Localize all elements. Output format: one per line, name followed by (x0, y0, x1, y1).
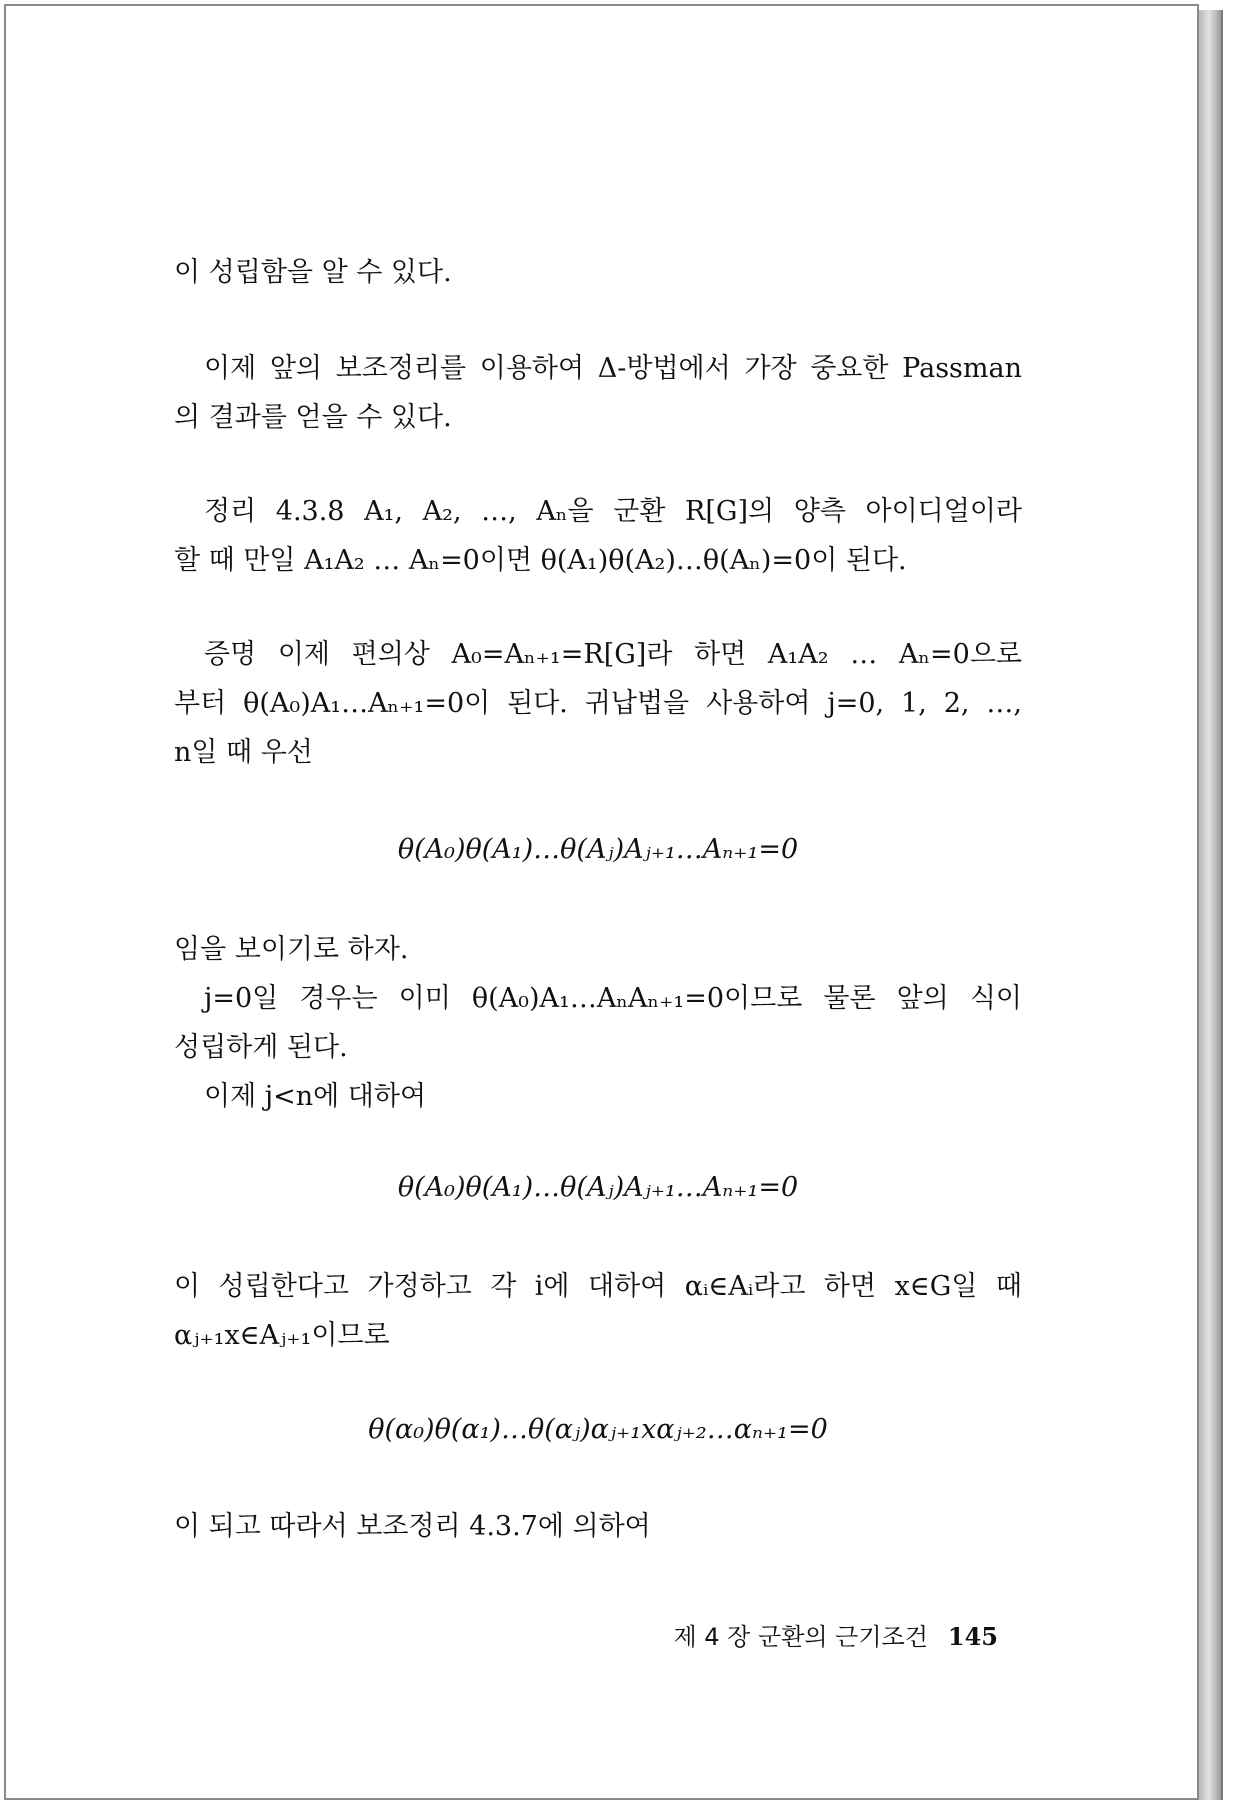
display-equation-1: θ(A₀)θ(A₁)…θ(Aⱼ)Aⱼ₊₁…Aₙ₊₁=0 (397, 834, 799, 865)
paragraph-line: 의 결과를 얻을 수 있다. (174, 402, 452, 433)
paragraph-line: 이제 j<n에 대하여 (204, 1081, 427, 1112)
display-equation-3: θ(α₀)θ(α₁)…θ(αⱼ)αⱼ₊₁xαⱼ₊₂…αₙ₊₁=0 (368, 1414, 828, 1445)
book-spine-shadow (1199, 10, 1223, 1800)
theorem-heading-line: 정리 4.3.8 A₁, A₂, …, Aₙ을 군환 R[G]의 양측 아이디얼이라 (204, 496, 1022, 527)
proof-line: 부터 θ(A₀)A₁…Aₙ₊₁=0이 된다. 귀납법을 사용하여 j=0, 1, 2, …, (174, 688, 1022, 719)
paragraph-line: j=0일 경우는 이미 θ(A₀)A₁…AₙAₙ₊₁=0이므로 물론 앞의 식이 (204, 983, 1022, 1014)
proof-line: n일 때 우선 (174, 737, 313, 768)
paragraph-line: 이 성립한다고 가정하고 각 i에 대하여 αᵢ∈Aᵢ라고 하면 x∈G일 때 (174, 1271, 1022, 1302)
page-footer (600, 1620, 998, 1654)
page-number: 145 (947, 1622, 998, 1651)
paragraph-line: 성립하게 된다. (174, 1032, 348, 1063)
paragraph-line: 이 되고 따라서 보조정리 4.3.7에 의하여 (174, 1511, 651, 1542)
theorem-line: 할 때 만일 A₁A₂ … Aₙ=0이면 θ(A₁)θ(A₂)…θ(Aₙ)=0이 된다. (174, 545, 907, 576)
paragraph-line: 이제 앞의 보조정리를 이용하여 Δ-방법에서 가장 중요한 Passman (204, 353, 1022, 384)
proof-heading-line: 증명 이제 편의상 A₀=Aₙ₊₁=R[G]라 하면 A₁A₂ … Aₙ=0으로 (204, 639, 1022, 670)
display-equation-2: θ(A₀)θ(A₁)…θ(Aⱼ)Aⱼ₊₁…Aₙ₊₁=0 (397, 1172, 799, 1203)
paragraph-line: αⱼ₊₁x∈Aⱼ₊₁이므로 (174, 1320, 390, 1351)
running-chapter-title: 제 4 장 군환의 근기조건 (673, 1623, 928, 1651)
paragraph-line: 임을 보이기로 하자. (174, 934, 409, 965)
paragraph-line: 이 성립함을 알 수 있다. (174, 257, 452, 288)
